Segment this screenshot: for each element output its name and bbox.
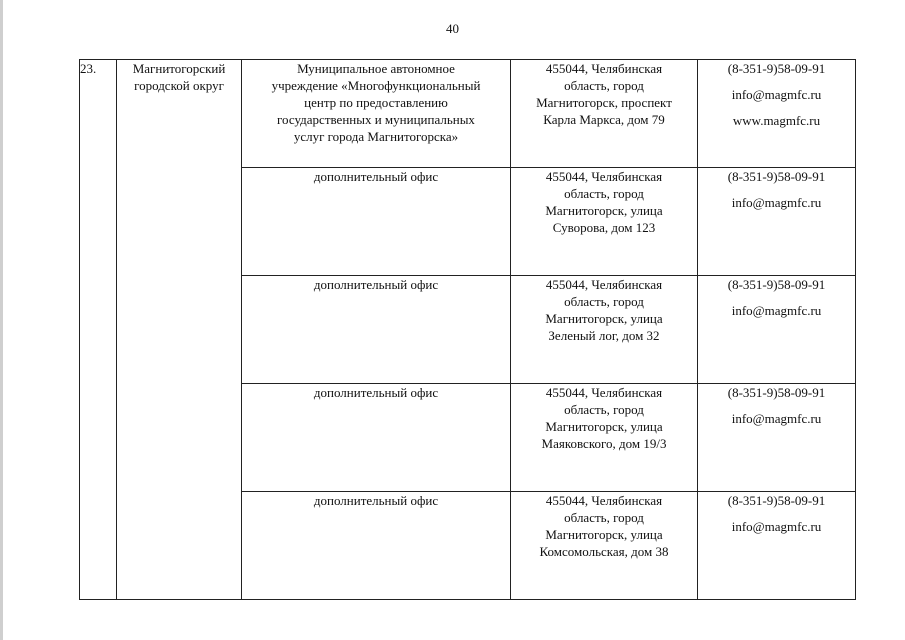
address-cell: 455044, Челябинская область, город Магнитогорск, улица Зеленый лог, дом 32 bbox=[511, 276, 698, 384]
email-text: info@magmfc.ru bbox=[731, 87, 822, 102]
organization-name-cell: дополнительный офис bbox=[242, 276, 511, 384]
phone-text: (8-351-9)58-09-91 bbox=[727, 277, 826, 292]
email-text: info@magmfc.ru bbox=[731, 195, 822, 210]
organization-name-cell: дополнительный офис bbox=[242, 168, 511, 276]
phone-text: (8-351-9)58-09-91 bbox=[727, 493, 826, 508]
phone-text: (8-351-9)58-09-91 bbox=[727, 169, 826, 184]
address-cell: 455044, Челябинская область, город Магнитогорск, проспект Карла Маркса, дом 79 bbox=[511, 60, 698, 168]
address-cell: 455044, Челябинская область, город Магнитогорск, улица Комсомольская, дом 38 bbox=[511, 492, 698, 600]
row-number-cell: 23. bbox=[80, 60, 117, 600]
email-text: info@magmfc.ru bbox=[731, 519, 822, 534]
district-cell: Магнитогорский городской округ bbox=[117, 60, 242, 600]
address-cell: 455044, Челябинская область, город Магнитогорск, улица Маяковского, дом 19/3 bbox=[511, 384, 698, 492]
contacts-cell bbox=[698, 168, 856, 276]
contacts-cell bbox=[698, 492, 856, 600]
email-text: info@magmfc.ru bbox=[731, 303, 822, 318]
phone-text: (8-351-9)58-09-91 bbox=[727, 385, 826, 400]
scan-edge-line bbox=[0, 0, 3, 640]
organization-name-cell: Муниципальное автономное учреждение «Многофункциональный центр по предоставлению государственных и муниципальных услуг города Магнитогорска» bbox=[242, 60, 511, 168]
email-text: info@magmfc.ru bbox=[731, 411, 822, 426]
phone-text: (8-351-9)58-09-91 bbox=[727, 61, 826, 76]
contacts-cell bbox=[698, 60, 856, 168]
contacts-cell bbox=[698, 276, 856, 384]
table-row bbox=[80, 60, 856, 168]
contacts-cell bbox=[698, 384, 856, 492]
website-text: www.magmfc.ru bbox=[732, 113, 821, 128]
page-number: 40 bbox=[446, 21, 459, 36]
organization-name-cell: дополнительный офис bbox=[242, 384, 511, 492]
address-cell: 455044, Челябинская область, город Магнитогорск, улица Суворова, дом 123 bbox=[511, 168, 698, 276]
organization-name-cell: дополнительный офис bbox=[242, 492, 511, 600]
mfc-offices-table bbox=[79, 59, 856, 600]
